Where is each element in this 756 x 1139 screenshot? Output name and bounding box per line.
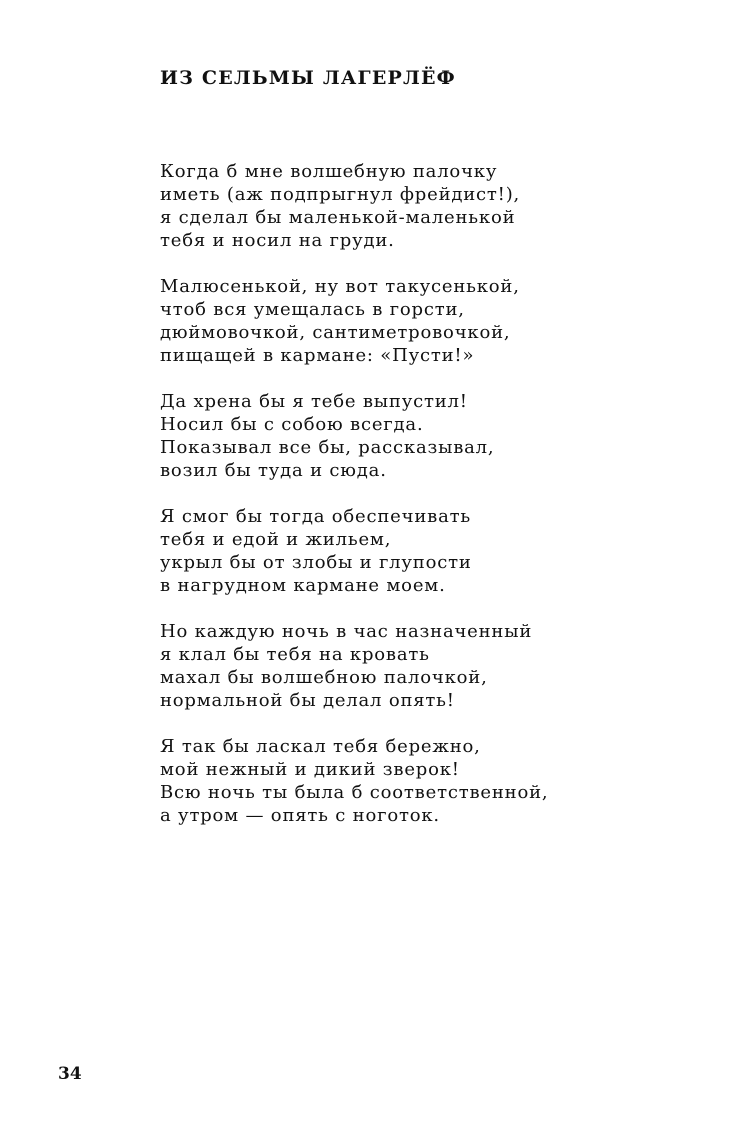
stanza-4 xyxy=(160,505,720,597)
poem-line: дюймовочкой, сантиметровочкой, xyxy=(160,322,511,343)
page-number: 34 xyxy=(58,1064,82,1084)
poem-line: Когда б мне волшебную палочку xyxy=(160,161,498,182)
poem-line: Я смог бы тогда обеспечивать xyxy=(160,506,471,527)
poem-line: в нагрудном кармане моем. xyxy=(160,575,446,596)
poem-line: Я так бы ласкал тебя бережно, xyxy=(160,736,481,757)
poem-line: а утром — опять с ноготок. xyxy=(160,805,440,826)
poem-line: я клал бы тебя на кровать xyxy=(160,644,430,665)
poem-line: чтоб вся умещалась в горсти, xyxy=(160,299,465,320)
stanza-5 xyxy=(160,620,720,712)
poem-line: возил бы туда и сюда. xyxy=(160,460,387,481)
poem-body xyxy=(160,160,720,850)
poem-line: Носил бы с собою всегда. xyxy=(160,414,424,435)
stanza-1 xyxy=(160,160,720,252)
poem-line: махал бы волшебною палочкой, xyxy=(160,667,488,688)
poem-line: пищащей в кармане: «Пусти!» xyxy=(160,345,475,366)
stanza-2 xyxy=(160,275,720,367)
poem-line: Да хрена бы я тебе выпустил! xyxy=(160,391,468,412)
poem-line: Но каждую ночь в час назначенный xyxy=(160,621,533,642)
poem-line: мой нежный и дикий зверок! xyxy=(160,759,460,780)
poem-line: нормальной бы делал опять! xyxy=(160,690,455,711)
poem-line: тебя и едой и жильем, xyxy=(160,529,392,550)
stanza-3 xyxy=(160,390,720,482)
poem-line: я сделал бы маленькой-маленькой xyxy=(160,207,516,228)
stanza-6 xyxy=(160,735,720,827)
poem-line: Показывал все бы, рассказывал, xyxy=(160,437,495,458)
poem-line: иметь (аж подпрыгнул фрейдист!), xyxy=(160,184,521,205)
poem-line: укрыл бы от злобы и глупости xyxy=(160,552,472,573)
poem-title: ИЗ СЕЛЬМЫ ЛАГЕРЛЁФ xyxy=(160,67,456,89)
poem-line: Всю ночь ты была б соответственной, xyxy=(160,782,549,803)
poem-line: Малюсенькой, ну вот такусенькой, xyxy=(160,276,520,297)
poem-line: тебя и носил на груди. xyxy=(160,230,395,251)
